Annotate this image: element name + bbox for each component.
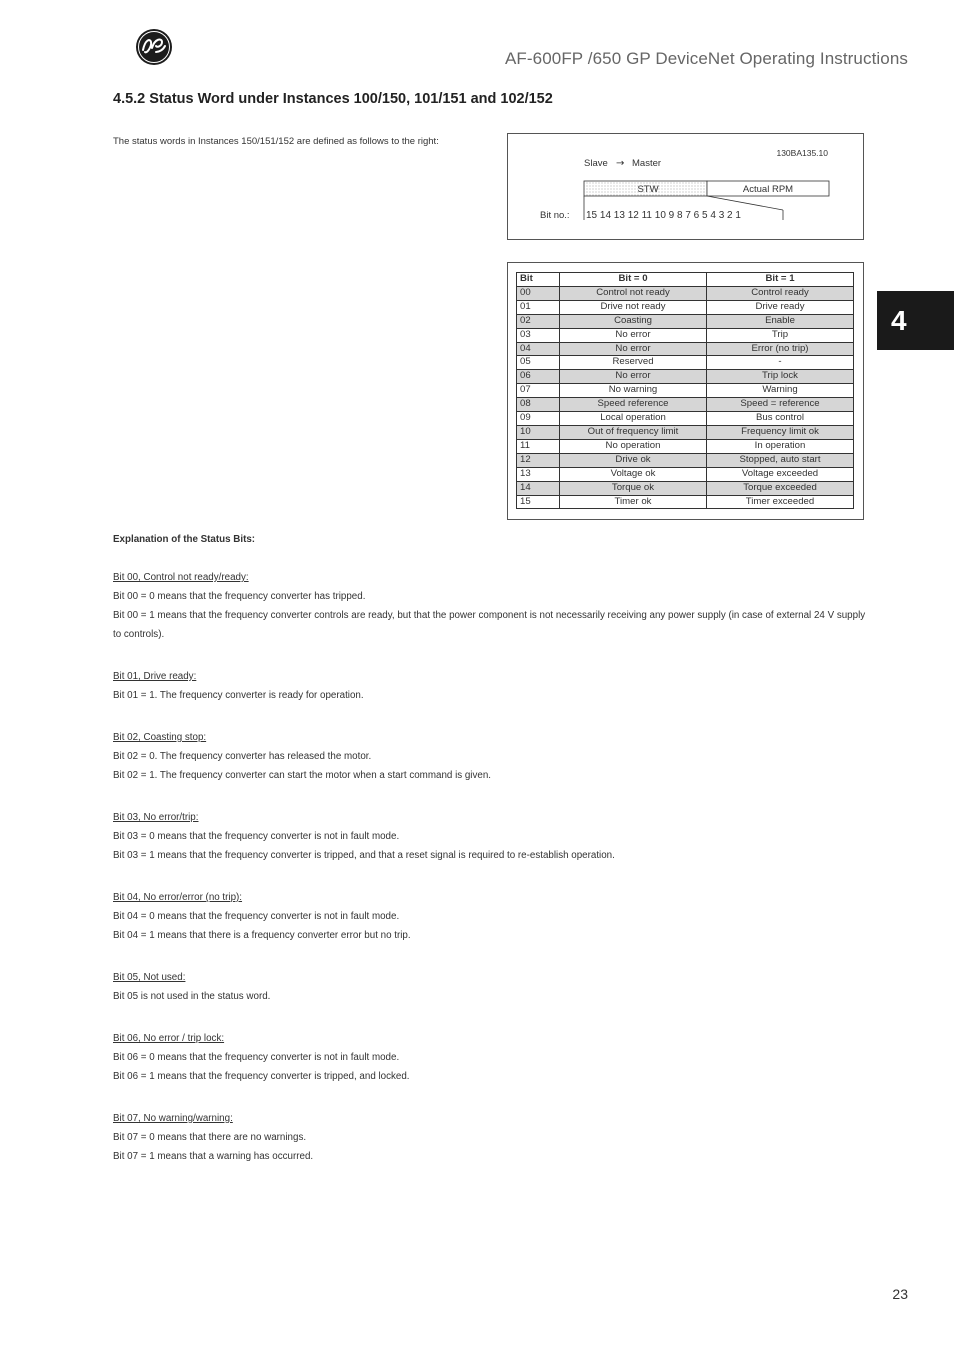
table-row: 00 Control not ready Control ready xyxy=(517,286,854,300)
block-line: Bit 01 = 1. The frequency converter is ready for operation. xyxy=(113,690,364,701)
explanation-block xyxy=(113,1109,873,1166)
table-row: 08 Speed reference Speed = reference xyxy=(517,398,854,412)
table-row: 13 Voltage ok Voltage exceeded xyxy=(517,467,854,481)
bracket-right-line xyxy=(707,196,783,210)
table-row: 10 Out of frequency limit Frequency limit ok xyxy=(517,425,854,439)
block-line: Bit 00 = 0 means that the frequency converter has tripped. xyxy=(113,591,366,602)
status-bits-table xyxy=(516,272,854,509)
table-row: 07 No warning Warning xyxy=(517,384,854,398)
arrow-right-icon: → xyxy=(616,158,625,169)
block-line: Bit 06 = 0 means that the frequency converter is not in fault mode. xyxy=(113,1052,400,1063)
explanation-title: Explanation of the Status Bits: xyxy=(113,534,256,545)
diagram-code: 130BA135.10 xyxy=(776,148,828,158)
bit-no-label: Bit no.: xyxy=(540,210,570,221)
block-line: Bit 02 = 0. The frequency converter has released the motor. xyxy=(113,751,372,762)
table-row: 01 Drive not ready Drive ready xyxy=(517,300,854,314)
intro-text: The status words in Instances 150/151/152 are defined as follows to the right: xyxy=(113,136,439,147)
bit-numbers: 15 14 13 12 11 10 9 8 7 6 5 4 3 2 1 xyxy=(586,210,741,221)
block-heading: Bit 07, No warning/warning: xyxy=(113,1113,233,1124)
block-heading: Bit 05, Not used: xyxy=(113,972,186,983)
header-bit: Bit xyxy=(517,273,560,287)
stw-label: STW xyxy=(637,184,659,195)
diagram-direction-to: Master xyxy=(632,158,662,169)
status-bits-table-frame xyxy=(507,262,864,520)
block-line: Bit 04 = 1 means that there is a frequency converter error but no trip. xyxy=(113,930,411,941)
block-heading: Bit 03, No error/trip: xyxy=(113,812,199,823)
block-heading: Bit 00, Control not ready/ready: xyxy=(113,572,249,583)
table-row: 12 Drive ok Stopped, auto start xyxy=(517,453,854,467)
block-line: Bit 07 = 1 means that a warning has occurred. xyxy=(113,1151,314,1162)
status-bits-explanation xyxy=(113,534,873,1189)
table-row: 15 Timer ok Timer exceeded xyxy=(517,495,854,509)
explanation-block xyxy=(113,888,873,945)
explanation-block xyxy=(113,568,873,644)
explanation-block xyxy=(113,1029,873,1086)
table-row: 14 Torque ok Torque exceeded xyxy=(517,481,854,495)
block-heading: Bit 04, No error/error (no trip): xyxy=(113,892,243,903)
block-line: Bit 04 = 0 means that the frequency converter is not in fault mode. xyxy=(113,911,400,922)
explanation-block xyxy=(113,728,873,785)
table-row: 09 Local operation Bus control xyxy=(517,412,854,426)
explanation-block xyxy=(113,808,873,865)
page-number: 23 xyxy=(892,1286,908,1302)
block-heading: Bit 01, Drive ready: xyxy=(113,671,197,682)
block-line: Bit 02 = 1. The frequency converter can start the motor when a start command is given. xyxy=(113,770,492,781)
diagram-direction-from: Slave xyxy=(584,158,608,169)
table-header-row xyxy=(517,273,854,287)
table-row: 04 No error Error (no trip) xyxy=(517,342,854,356)
table-row: 05 Reserved - xyxy=(517,356,854,370)
table-row: 03 No error Trip xyxy=(517,328,854,342)
header-bit-0: Bit = 0 xyxy=(560,273,707,287)
table-row: 11 No operation In operation xyxy=(517,439,854,453)
block-line: Bit 07 = 0 means that there are no warnings. xyxy=(113,1132,307,1143)
status-word-diagram xyxy=(507,133,864,240)
explanation-block xyxy=(113,667,873,705)
block-heading: Bit 06, No error / trip lock: xyxy=(113,1033,225,1044)
block-line: Bit 03 = 1 means that the frequency converter is tripped, and that a reset signal is required to re-establish operation. xyxy=(113,850,615,861)
table-row: 02 Coasting Enable xyxy=(517,314,854,328)
table-row: 06 No error Trip lock xyxy=(517,370,854,384)
block-line: Bit 03 = 0 means that the frequency converter is not in fault mode. xyxy=(113,831,400,842)
block-line: Bit 05 is not used in the status word. xyxy=(113,991,271,1002)
block-line: Bit 00 = 1 means that the frequency converter controls are ready, but that the power component is not necessarily receiving any power supply (in case of external 24 V supply to controls). xyxy=(113,610,866,640)
ge-logo-icon xyxy=(135,28,173,66)
explanation-block xyxy=(113,968,873,1006)
block-line: Bit 06 = 1 means that the frequency converter is tripped, and locked. xyxy=(113,1071,410,1082)
section-title: 4.5.2 Status Word under Instances 100/150, 101/151 and 102/152 xyxy=(113,91,553,107)
rpm-label: Actual RPM xyxy=(742,184,794,195)
block-heading: Bit 02, Coasting stop: xyxy=(113,732,207,743)
chapter-tab: 4 xyxy=(877,291,954,350)
document-title: AF-600FP /650 GP DeviceNet Operating Instructions xyxy=(504,49,908,68)
header-bit-1: Bit = 1 xyxy=(707,273,854,287)
